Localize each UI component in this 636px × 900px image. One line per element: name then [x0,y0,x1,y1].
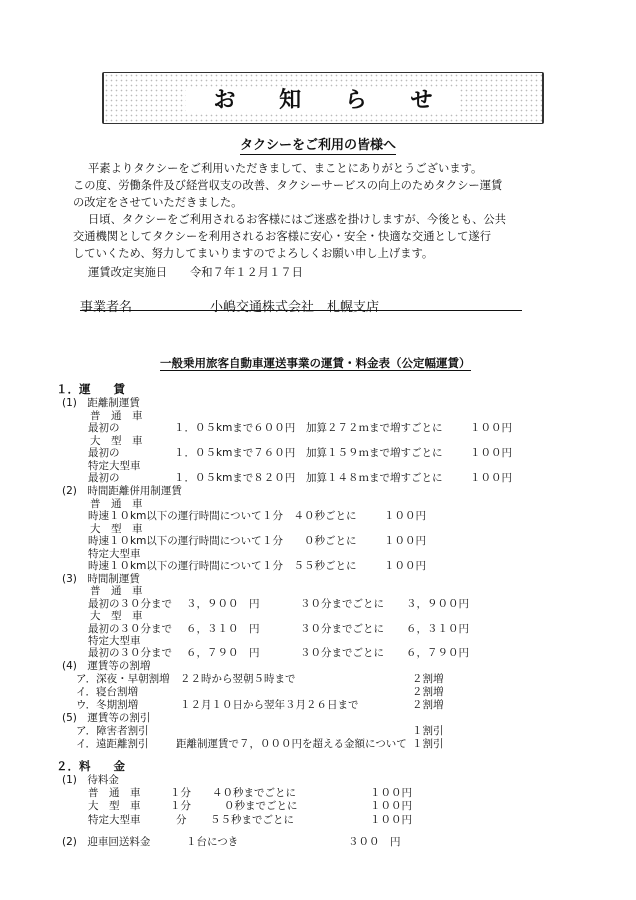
discount-label: イ．遠距離割引 [76,738,149,750]
discount-label: ア．障害者割引 [76,725,149,737]
surcharge-desc: ２２時から翌朝５時まで [180,673,296,685]
vehicle-type: 特定大型車 [88,635,141,647]
distance-heading: (1) 距離制運賃 [62,397,140,409]
distance-fare: １．０５kmまで７６０円 [174,447,296,459]
distance-add: 加算１５９ｍまで増すごとに [306,447,443,459]
intro-line: 日頃、タクシーをご利用されるお客様にはご迷惑を掛けしますが、今後とも、公共 [88,213,506,226]
intro-line: していくため、努力してまいりますのでよろしくお願い申し上げます。 [73,247,434,260]
pickup-unit: １台につき [186,836,239,848]
pickup-label: (2) 迎車回送料金 [62,836,151,848]
surcharge-rate: ２割増 [412,673,444,685]
notice-banner [102,72,544,124]
vehicle-type: 大 型 車 [88,800,141,812]
vehicle-type: 普 通 車 [90,410,143,422]
time-distance-price: １００円 [384,510,426,522]
surcharge-heading: (4) 運賃等の割増 [62,660,151,672]
subtitle: タクシーをご利用の皆様へ [239,138,396,153]
first-label: 最初の [88,422,120,434]
time-first-price: ３，９００ 円 [186,598,260,610]
time-add-price: ６，３１０円 [406,623,469,635]
vehicle-type: 普 通 車 [88,787,141,799]
intro-line: 平素よりタクシーをご利用いただきまして、まことにありがとうございます。 [88,162,483,175]
time-distance-heading: (2) 時間距離併用制運賃 [62,485,182,497]
vehicle-type: 大 型 車 [90,523,143,535]
banner-title: お 知 ら せ [186,88,461,113]
surcharge-label: ウ．冬期割増 [76,699,139,711]
time-distance-desc: 時速１０km以下の運行時間について [88,535,262,547]
time-distance-unit: １分 ０秒ごとに [262,535,357,547]
surcharge-desc: １２月１０日から翌年３月２６日まで [180,699,359,711]
time-first: 最初の３０分まで [88,647,172,659]
operator-name: 小嶋交通株式会社 札幌支店 [210,300,380,315]
vehicle-type: 普 通 車 [90,498,143,510]
time-distance-unit: １分 ５５秒ごとに [262,560,357,572]
waiting-min: １分 [170,800,191,812]
time-first-price: ６，３１０ 円 [186,623,260,635]
surcharge-rate: ２割増 [412,699,444,711]
surcharge-rate: ２割増 [412,686,444,698]
time-distance-desc: 時速１０km以下の運行時間について [88,560,262,572]
fare-heading: １．運 賃 [56,382,125,396]
time-add: ３０分までごとに [300,623,384,635]
time-add: ３０分までごとに [300,647,384,659]
surcharge-label: ア．深夜・早朝割増 [76,673,170,685]
time-add: ３０分までごとに [300,598,384,610]
time-add-price: ６，７９０円 [406,647,469,659]
vehicle-type: 特定大型車 [88,548,141,560]
distance-fare: １．０５kmまで６００円 [174,422,296,434]
distance-add: 加算１４８ｍまで増すごとに [306,472,443,484]
vehicle-type: 大 型 車 [90,435,143,447]
waiting-unit: ４０秒までごとに [212,787,296,799]
waiting-min: １分 [170,787,191,799]
vehicle-type: 特定大型車 [88,814,141,826]
surcharge-label: イ．寝台割増 [76,686,139,698]
distance-add: 加算２７２ｍまで増すごとに [306,422,443,434]
time-distance-price: １００円 [384,560,426,572]
effective-label: 運賃改定実施日 [88,266,168,279]
table-title: 一般乗用旅客自動車運送事業の運賃・料金表（公定幅運賃） [160,356,471,370]
charges-heading: ２．料 金 [56,759,125,773]
time-first: 最初の３０分まで [88,623,172,635]
intro-line: この度、労働条件及び経営収支の改善、タクシーサービスの向上のためタクシー運賃 [73,179,503,192]
waiting-min: 分 [176,814,187,826]
first-label: 最初の [88,472,120,484]
distance-fare: １．０５kmまで８２０円 [174,472,296,484]
effective-date: 令和７年１２月１７日 [190,266,303,279]
vehicle-type: 普 通 車 [90,585,143,597]
waiting-price: １００円 [370,800,412,812]
distance-price: １００円 [470,422,512,434]
pickup-price: ３００ 円 [348,836,401,848]
waiting-heading: (1) 待料金 [62,774,119,786]
intro-line: 交通機関としてタクシーを利用されるお客様に安心・安全・快適な交通として遂行 [73,230,491,243]
operator-label: 事業者名 [80,300,133,315]
discount-rate: １割引 [412,725,444,737]
vehicle-type: 大 型 車 [90,610,143,622]
discount-rate: １割引 [412,738,444,750]
time-distance-desc: 時速１０km以下の運行時間について [88,510,262,522]
time-fare-heading: (3) 時間制運賃 [62,573,140,585]
vehicle-type: 特定大型車 [88,460,141,472]
time-first-price: ６，７９０ 円 [186,647,260,659]
time-first: 最初の３０分まで [88,598,172,610]
waiting-price: １００円 [370,787,412,799]
discount-heading: (5) 運賃等の割引 [62,712,151,724]
waiting-unit: ５５秒までごとに [210,814,294,826]
intro-line: の改定をさせていただきました。 [73,196,243,209]
waiting-unit: ０秒までごとに [224,800,298,812]
time-add-price: ３，９００円 [406,598,469,610]
time-distance-unit: １分 ４０秒ごとに [262,510,357,522]
distance-price: １００円 [470,447,512,459]
waiting-price: １００円 [370,814,412,826]
distance-price: １００円 [470,472,512,484]
first-label: 最初の [88,447,120,459]
discount-desc: 距離制運賃で７，０００円を超える金額について [176,738,407,750]
time-distance-price: １００円 [384,535,426,547]
